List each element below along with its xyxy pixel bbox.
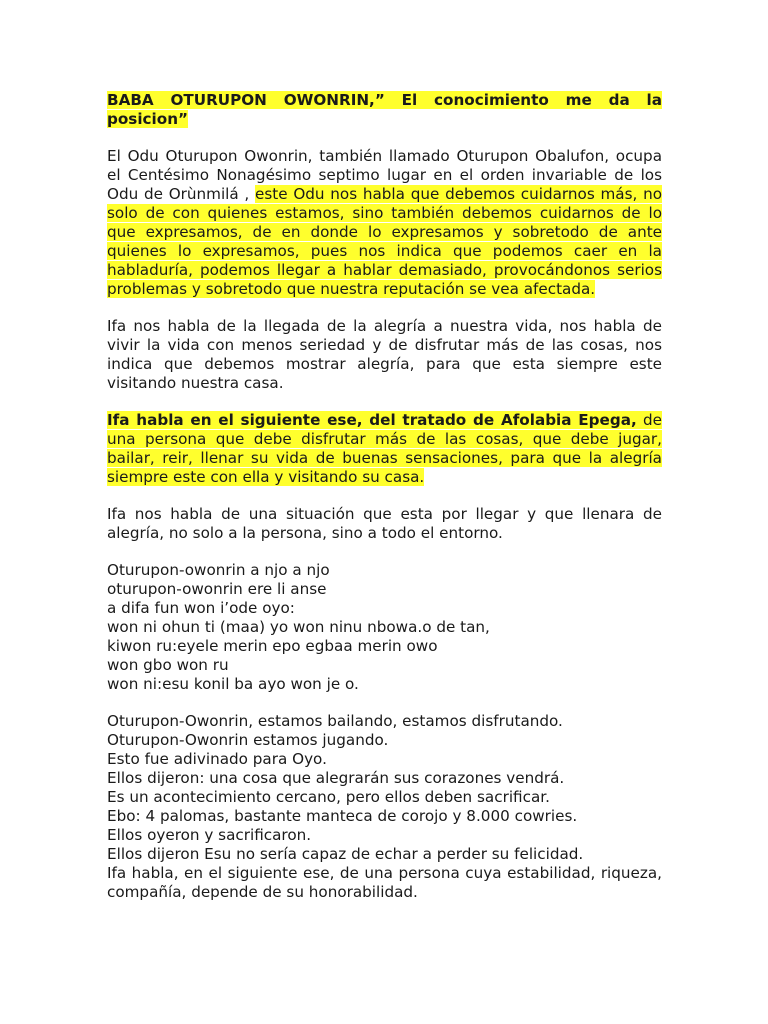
translation-line: Ebo: 4 palomas, bastante manteca de corojo y 8.000 cowries. [107, 807, 578, 825]
document-title [107, 91, 662, 129]
translation-line: Ellos dijeron Esu no sería capaz de echar a perder su felicidad. [107, 845, 584, 863]
verse-line: won gbo won ru [107, 656, 229, 674]
paragraph-3 [107, 411, 662, 487]
paragraph-3-rest: de una persona que debe disfrutar más de las cosas, que debe jugar, bailar, reir, llenar su vida de buenas sensaciones, para que la alegría siempre este con ella y visitando su casa. [107, 411, 663, 486]
verse-line: oturupon-owonrin ere li anse [107, 580, 327, 598]
closing-paragraph: Ifa habla, en el siguiente ese, de una persona cuya estabilidad, riqueza, compañía, depende de su honorabilidad. [107, 864, 662, 901]
title-highlight: BABA OTURUPON OWONRIN,” El conocimiento me da la posicion” [107, 91, 662, 128]
translation-line: Ellos dijeron: una cosa que alegrarán sus corazones vendrá. [107, 769, 565, 787]
verse-line: won ni:esu konil ba ayo won je o. [107, 675, 359, 693]
paragraph-1-plain: El Odu Oturupon Owonrin, también llamado Oturupon Obalufon, ocupa el Centésimo Nonagésimo septimo lugar en el orden invariable de los Odu de Orùnmilá , [107, 147, 662, 203]
paragraph-2: Ifa nos habla de la llegada de la alegría a nuestra vida, nos habla de vivir la vida con menos seriedad y de disfrutar más de las cosas, nos indica que debemos mostrar alegría, para que esta siempre este visitando nuestra casa. [107, 317, 662, 392]
translation-line: Oturupon-Owonrin estamos jugando. [107, 731, 389, 749]
translation-line: Esto fue adivinado para Oyo. [107, 750, 327, 768]
paragraph-3-bold: Ifa habla en el siguiente ese, del tratado de Afolabia Epega, [107, 411, 637, 429]
translation-line: Oturupon-Owonrin, estamos bailando, estamos disfrutando. [107, 712, 563, 730]
paragraph-1 [107, 147, 662, 299]
verse-spanish [107, 712, 662, 864]
document-body [107, 91, 662, 902]
translation-line: Ellos oyeron y sacrificaron. [107, 826, 312, 844]
verse-line: Oturupon-owonrin a njo a njo [107, 561, 330, 579]
verse-yoruba [107, 561, 662, 694]
translation-line: Es un acontecimiento cercano, pero ellos deben sacrificar. [107, 788, 550, 806]
paragraph-4: Ifa nos habla de una situación que esta por llegar y que llenara de alegría, no solo a la persona, sino a todo el entorno. [107, 505, 662, 542]
verse-line: a difa fun won i’ode oyo: [107, 599, 295, 617]
verse-line: kiwon ru:eyele merin epo egbaa merin owo [107, 637, 438, 655]
verse-line: won ni ohun ti (maa) yo won ninu nbowa.o de tan, [107, 618, 490, 636]
paragraph-1-highlight: este Odu nos habla que debemos cuidarnos más, no solo de con quienes estamos, sino también debemos cuidarnos de lo que expresamos, de en donde lo expresamos y sobretodo de ante quienes lo expresamos, pues nos indica que podemos caer en la habladuría, podemos llegar a hablar demasiado, provocándonos serios problemas y sobretodo que nuestra reputación se vea afectada. [107, 185, 662, 298]
